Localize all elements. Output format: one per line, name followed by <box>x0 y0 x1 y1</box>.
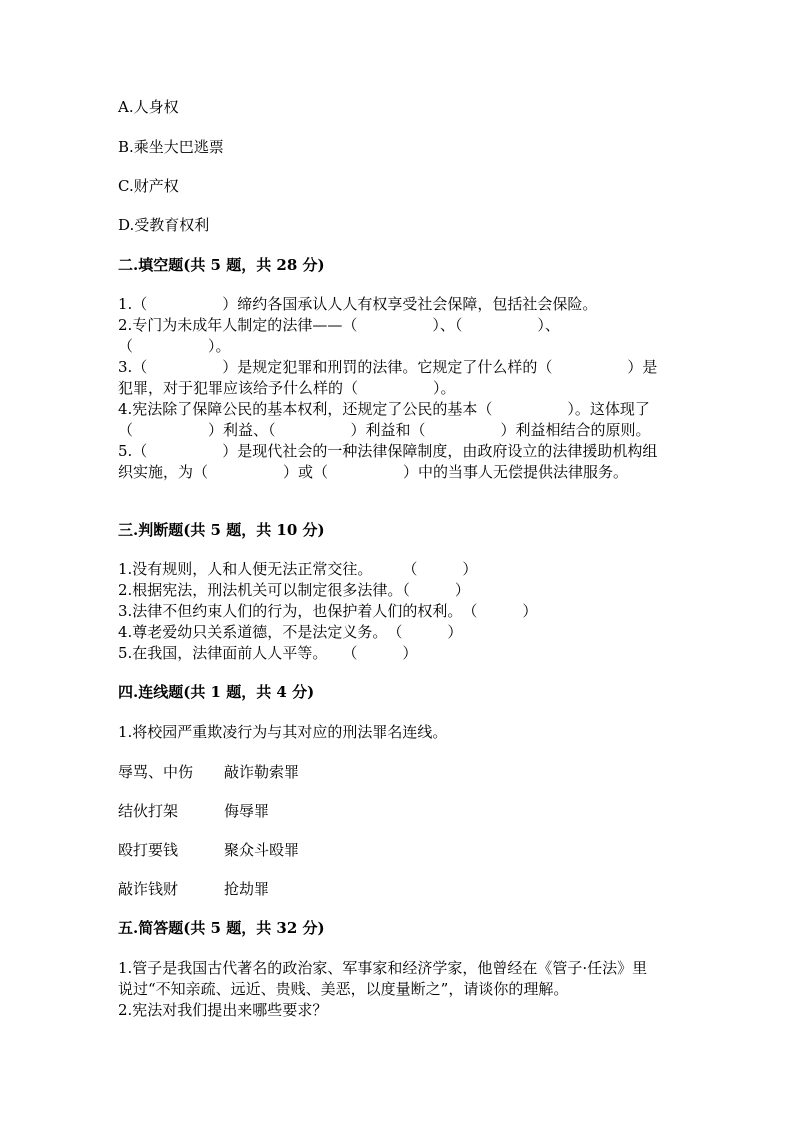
fill-question-list <box>118 294 658 483</box>
match-row <box>118 840 299 860</box>
section-title-match: 四.连线题(共 1 题，共 4 分) <box>118 683 315 701</box>
fill-question: 2.专门为未成年人制定的法律——（ ）、（ ）、（ ）。 <box>118 316 560 355</box>
match-right: 敲诈勒索罪 <box>224 763 300 781</box>
match-right: 抢劫罪 <box>224 880 270 898</box>
match-right: 聚众斗殴罪 <box>224 841 300 859</box>
short-question: 1.管子是我国古代著名的政治家、军事家和经济学家，他曾经在《管子·任法》里说过“不知亲疏、远近、贵贱、美恶，以度量断之”，请谈你的理解。 <box>118 959 648 998</box>
match-left: 辱骂、中伤 <box>118 763 194 781</box>
match-row <box>118 801 269 821</box>
option-b: B.乘坐大巴逃票 <box>118 138 224 156</box>
short-question: 2.宪法对我们提出来哪些要求？ <box>118 1001 328 1019</box>
match-row <box>118 879 269 899</box>
judge-question: 5.在我国，法律面前人人平等。 （ ） <box>118 644 418 662</box>
fill-question: 5.（ ）是现代社会的一种法律保障制度，由政府设立的法律援助机构组织实施，为（ ）或（ ）中的当事人无偿提供法律服务。 <box>118 442 658 481</box>
section-title-judge: 三.判断题(共 5 题，共 10 分) <box>118 521 325 539</box>
match-row <box>118 762 299 782</box>
judge-question: 2.根据宪法，刑法机关可以制定很多法律。（ ） <box>118 581 470 599</box>
section-title-short: 五.简答题(共 5 题，共 32 分) <box>118 919 325 937</box>
match-left: 结伙打架 <box>118 802 179 820</box>
short-question-list <box>118 958 658 1021</box>
option-d: D.受教育权利 <box>118 216 210 234</box>
section-title-fill: 二.填空题(共 5 题，共 28 分) <box>118 256 325 274</box>
fill-question: 4.宪法除了保障公民的基本权利，还规定了公民的基本（ ）。这体现了（ ）利益、（ ）利益和（ ）利益相结合的原则。 <box>118 400 651 439</box>
match-left: 敲诈钱财 <box>118 880 179 898</box>
judge-question: 3.法律不但约束人们的行为，也保护着人们的权利。 （ ） <box>118 602 538 620</box>
fill-question: 1.（ ）缔约各国承认人人有权享受社会保障，包括社会保险。 <box>118 295 598 313</box>
match-prompt: 1.将校园严重欺凌行为与其对应的刑法罪名连线。 <box>118 723 448 741</box>
judge-question: 1.没有规则，人和人便无法正常交往。 （ ） <box>118 560 478 578</box>
option-a: A.人身权 <box>118 98 179 116</box>
match-left: 殴打要钱 <box>118 841 179 859</box>
judge-question: 4.尊老爱幼只关系道德，不是法定义务。 （ ） <box>118 623 463 641</box>
fill-question: 3.（ ）是规定犯罪和刑罚的法律。它规定了什么样的（ ）是犯罪，对于犯罪应该给予什么样的（ ）。 <box>118 358 658 397</box>
judge-question-list <box>118 559 537 664</box>
option-c: C.财产权 <box>118 177 179 195</box>
match-right: 侮辱罪 <box>224 802 270 820</box>
